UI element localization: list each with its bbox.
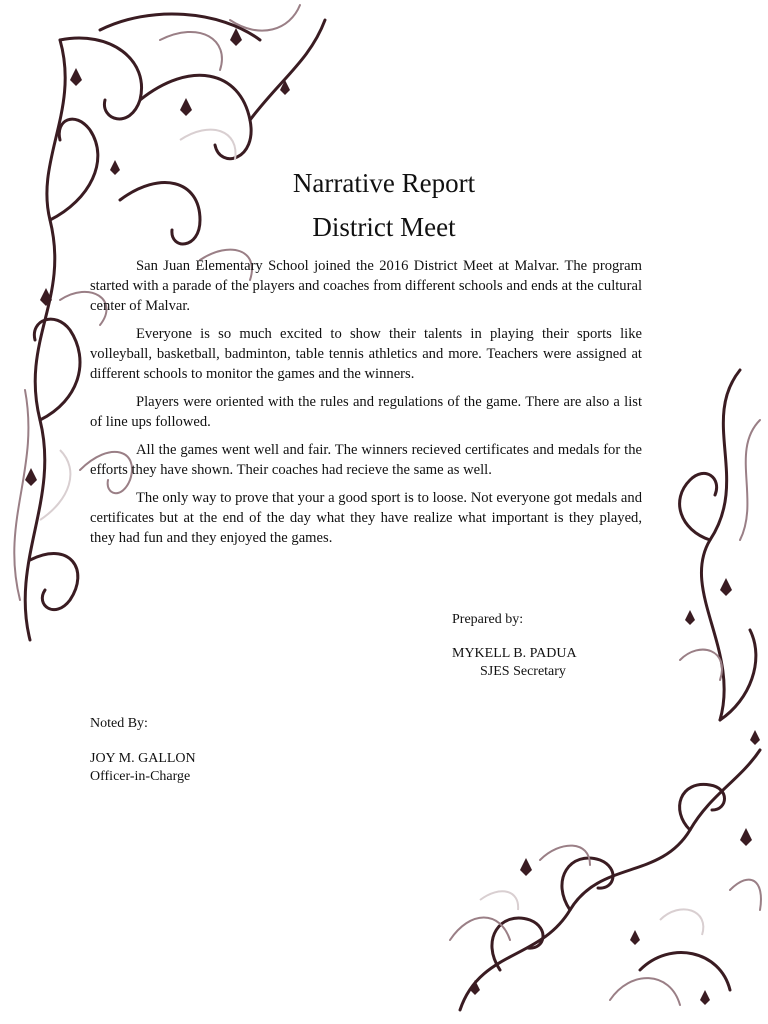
prepared-by-label: Prepared by: (452, 612, 524, 627)
prepared-by-name: MYKELL B. PADUA (452, 646, 577, 661)
swirl-ornament-right (660, 360, 768, 760)
body-paragraph-2: Everyone is so much excited to show their talents in playing their sports like volleyball, basketball, badminton, table tennis athletics and more. Teachers were assigned at different schools to monitor the games and the winners. (90, 326, 642, 382)
body-paragraph-5: The only way to prove that your a good sport is to loose. Not everyone got medals and certificates but at the end of the day what they have realize what important is they played, they had fun and they enjoyed the games. (90, 490, 642, 546)
noted-by-label: Noted By: (90, 716, 148, 731)
prepared-by-position: SJES Secretary (480, 664, 566, 679)
report-body (90, 256, 642, 556)
report-title: Narrative Report (292, 168, 476, 198)
noted-by-name: JOY M. GALLON (90, 751, 196, 766)
body-paragraph-3: Players were oriented with the rules and regulations of the game. There are also a list of line ups followed. (90, 394, 642, 430)
report-subtitle: District Meet (312, 212, 456, 242)
body-paragraph-1: San Juan Elementary School joined the 2016 District Meet at Malvar. The program started with a parade of the players and coaches from different schools and ends at the cultural center of Malvar. (90, 258, 642, 314)
noted-by-position: Officer-in-Charge (90, 769, 191, 784)
swirl-ornament-bottom-right (440, 740, 768, 1024)
body-paragraph-4: All the games went well and fair. The winners recieved certificates and medals for the efforts they have shown. Their coaches had recieve the same as well. (90, 442, 642, 478)
